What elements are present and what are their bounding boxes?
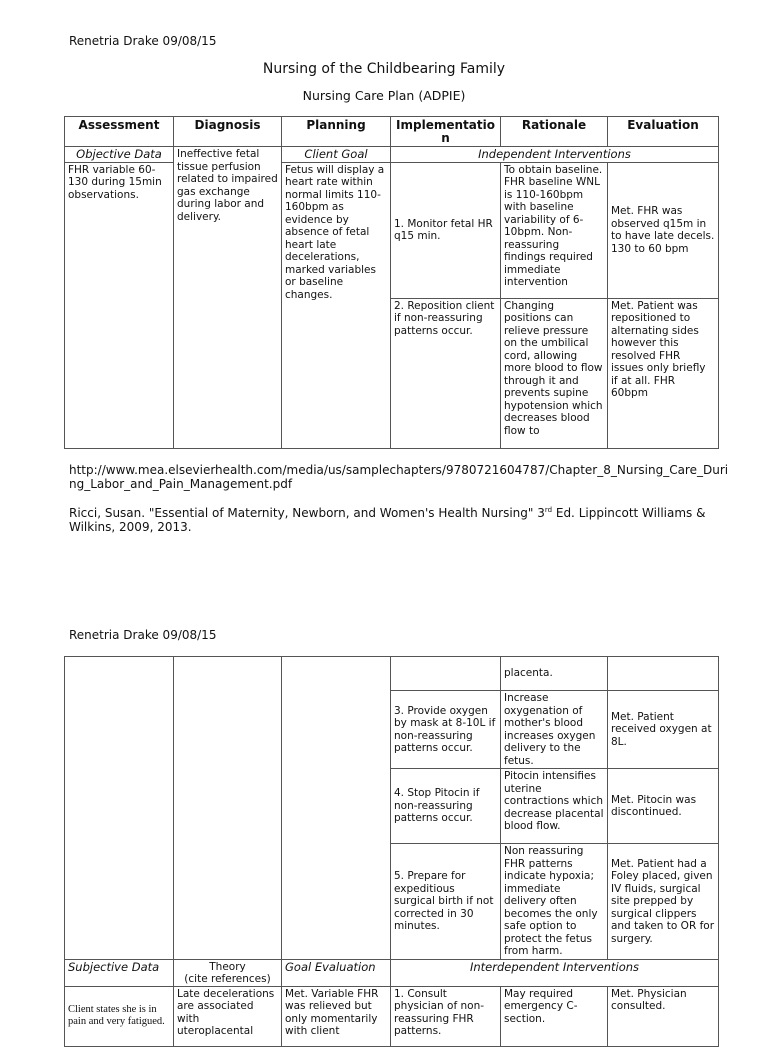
interdependent-interventions-label: Interdependent Interventions bbox=[391, 959, 719, 986]
reference-book: Ricci, Susan. "Essential of Maternity, Newborn, and Women's Health Nursing" 3rd Ed. Lippincott Williams & Wilkins, 2009, 2013. bbox=[69, 506, 706, 534]
rationale-3: Increase oxygenation of mother's blood increases oxygen delivery to the fetus. bbox=[501, 691, 608, 769]
care-plan-table-page1 bbox=[64, 116, 719, 449]
header-diagnosis: Diagnosis bbox=[174, 117, 282, 147]
assessment-continued-cell bbox=[65, 657, 174, 960]
diagnosis-continued-cell bbox=[174, 657, 282, 960]
subjective-data-cell: Client states she is in pain and very fatigued. bbox=[65, 986, 174, 1046]
evaluation-1: Met. FHR was observed q15m in to have late decels. 130 to 60 bpm bbox=[608, 162, 719, 298]
header-evaluation: Evaluation bbox=[608, 117, 719, 147]
implementation-3: 3. Provide oxygen by mask at 8-10L if non-reassuring patterns occur. bbox=[391, 691, 501, 769]
goal-evaluation-label: Goal Evaluation bbox=[282, 959, 391, 986]
implementation-continued-cell bbox=[391, 657, 501, 691]
rationale-1: To obtain baseline. FHR baseline WNL is 110-160bpm with baseline variability of 6-10bpm. Non-reassuring findings required immediate intervention bbox=[501, 162, 608, 298]
document-title: Nursing of the Childbearing Family bbox=[262, 61, 506, 77]
goal-evaluation-cell: Met. Variable FHR was relieved but only momentarily with client bbox=[282, 986, 391, 1046]
objective-data-cell: FHR variable 60-130 during 15min observations. bbox=[65, 162, 174, 448]
planning-continued-cell bbox=[282, 657, 391, 960]
implementation-5: 5. Prepare for expeditious surgical birth if not corrected in 30 minutes. bbox=[391, 844, 501, 960]
evaluation-5: Met. Patient had a Foley placed, given IV fluids, surgical site prepped by surgical clippers and taken to OR for surgery. bbox=[608, 844, 719, 960]
rationale-5: Non reassuring FHR patterns indicate hypoxia; immediate delivery often becomes the only safe option to protect the fetus from harm. bbox=[501, 844, 608, 960]
theory-label: Theory (cite references) bbox=[174, 959, 282, 986]
evaluation-3: Met. Patient received oxygen at 8L. bbox=[608, 691, 719, 769]
rationale-2: Changing positions can relieve pressure on the umbilical cord, allowing more blood to flow through it and prevents supine hypotension which decreases blood flow to bbox=[501, 298, 608, 448]
theory-cell: Late decelerations are associated with uteroplacental bbox=[174, 986, 282, 1046]
rationale-4: Pitocin intensifies uterine contractions which decrease placental blood flow. bbox=[501, 769, 608, 844]
objective-data-label: Objective Data bbox=[65, 147, 174, 163]
subjective-data-label: Subjective Data bbox=[65, 959, 174, 986]
author-date-line-page2: Renetria Drake 09/08/15 bbox=[69, 628, 217, 642]
rationale-continued: placenta. bbox=[501, 657, 608, 691]
evaluation-2: Met. Patient was repositioned to alternating sides however this resolved FHR issues only briefly if at all. FHR 60bpm bbox=[608, 298, 719, 448]
diagnosis-cell: Ineffective fetal tissue perfusion related to impaired gas exchange during labor and delivery. bbox=[174, 147, 282, 449]
header-rationale: Rationale bbox=[501, 117, 608, 147]
header-planning: Planning bbox=[282, 117, 391, 147]
header-implementation: Implementation bbox=[391, 117, 501, 147]
client-goal-label: Client Goal bbox=[282, 147, 391, 163]
evaluation-continued-cell bbox=[608, 657, 719, 691]
interdependent-evaluation-1: Met. Physician consulted. bbox=[608, 986, 719, 1046]
interdependent-implementation-1: 1. Consult physician of non-reassuring FHR patterns. bbox=[391, 986, 501, 1046]
independent-interventions-label: Independent Interventions bbox=[391, 147, 719, 163]
reference-url[interactable]: http://www.mea.elsevierhealth.com/media/us/samplechapters/9780721604787/Chapter_8_Nursing_Care_During_Labor_and_Pain_Management.pdf bbox=[69, 463, 729, 491]
implementation-2: 2. Reposition client if non-reassuring patterns occur. bbox=[391, 298, 501, 448]
author-date-line: Renetria Drake 09/08/15 bbox=[69, 34, 217, 48]
document-subtitle: Nursing Care Plan (ADPIE) bbox=[302, 88, 466, 103]
implementation-4: 4. Stop Pitocin if non-reassuring patterns occur. bbox=[391, 769, 501, 844]
interdependent-rationale-1: May required emergency C-section. bbox=[501, 986, 608, 1046]
implementation-1: 1. Monitor fetal HR q15 min. bbox=[391, 162, 501, 298]
planning-goal-cell: Fetus will display a heart rate within normal limits 110-160bpm as evidence by absence of fetal heart late decelerations, marked variables or baseline changes. bbox=[282, 162, 391, 448]
header-assessment: Assessment bbox=[65, 117, 174, 147]
care-plan-table-page2 bbox=[64, 656, 719, 1047]
evaluation-4: Met. Pitocin was discontinued. bbox=[608, 769, 719, 844]
